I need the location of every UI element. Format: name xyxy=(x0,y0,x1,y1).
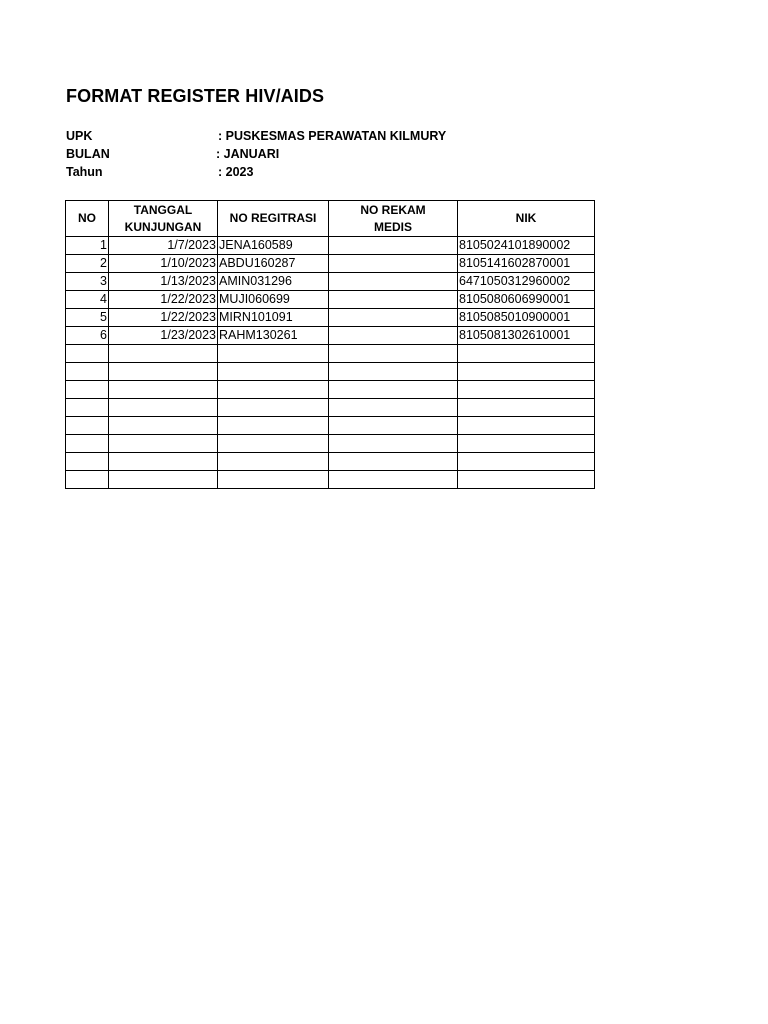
table-row xyxy=(66,255,595,273)
table-header-row xyxy=(66,201,595,237)
cell-registrasi: ABDU160287 xyxy=(218,255,329,273)
cell-no xyxy=(66,435,109,453)
cell-nik xyxy=(458,381,595,399)
info-label: BULAN xyxy=(66,147,110,161)
cell-registrasi: MUJI060699 xyxy=(218,291,329,309)
table-row xyxy=(66,399,595,417)
cell-registrasi xyxy=(218,345,329,363)
info-value: : PUSKESMAS PERAWATAN KILMURY xyxy=(218,129,447,143)
cell-nik xyxy=(458,417,595,435)
cell-nik xyxy=(458,435,595,453)
cell-tanggal xyxy=(109,399,218,417)
cell-nik xyxy=(458,363,595,381)
cell-tanggal: 1/22/2023 xyxy=(109,309,218,327)
header-tanggal-kunjungan xyxy=(109,201,218,237)
cell-nik: 8105081302610001 xyxy=(458,327,595,345)
table-row xyxy=(66,417,595,435)
cell-tanggal xyxy=(109,435,218,453)
cell-no xyxy=(66,471,109,489)
cell-rekam-medis xyxy=(329,399,458,417)
table-row xyxy=(66,273,595,291)
cell-tanggal xyxy=(109,453,218,471)
cell-tanggal xyxy=(109,345,218,363)
table-row xyxy=(66,363,595,381)
cell-registrasi: MIRN101091 xyxy=(218,309,329,327)
header-no-registrasi: NO REGITRASI xyxy=(218,201,329,237)
cell-tanggal: 1/13/2023 xyxy=(109,273,218,291)
cell-tanggal: 1/7/2023 xyxy=(109,237,218,255)
cell-registrasi: RAHM130261 xyxy=(218,327,329,345)
header-rekam-line1: NO REKAM xyxy=(360,202,426,217)
cell-registrasi xyxy=(218,417,329,435)
cell-no: 3 xyxy=(66,273,109,291)
cell-rekam-medis xyxy=(329,363,458,381)
cell-rekam-medis xyxy=(329,471,458,489)
cell-registrasi xyxy=(218,381,329,399)
cell-no: 5 xyxy=(66,309,109,327)
header-no: NO xyxy=(66,201,109,237)
cell-rekam-medis xyxy=(329,237,458,255)
header-tanggal-line1: TANGGAL xyxy=(133,202,193,217)
cell-registrasi xyxy=(218,399,329,417)
info-label: Tahun xyxy=(66,165,103,179)
document-title: FORMAT REGISTER HIV/AIDS xyxy=(66,86,325,106)
cell-no xyxy=(66,399,109,417)
cell-registrasi xyxy=(218,471,329,489)
info-value: : 2023 xyxy=(218,165,254,179)
cell-no: 6 xyxy=(66,327,109,345)
cell-nik: 8105024101890002 xyxy=(458,237,595,255)
table-row xyxy=(66,345,595,363)
cell-registrasi xyxy=(218,435,329,453)
cell-nik: 8105085010900001 xyxy=(458,309,595,327)
cell-tanggal: 1/10/2023 xyxy=(109,255,218,273)
cell-rekam-medis xyxy=(329,273,458,291)
cell-registrasi xyxy=(218,453,329,471)
cell-nik: 8105080606990001 xyxy=(458,291,595,309)
cell-no: 1 xyxy=(66,237,109,255)
cell-registrasi xyxy=(218,363,329,381)
cell-rekam-medis xyxy=(329,417,458,435)
cell-nik xyxy=(458,345,595,363)
cell-tanggal xyxy=(109,471,218,489)
cell-no: 4 xyxy=(66,291,109,309)
table-row xyxy=(66,327,595,345)
table-row xyxy=(66,453,595,471)
cell-tanggal xyxy=(109,381,218,399)
cell-nik xyxy=(458,399,595,417)
cell-no xyxy=(66,381,109,399)
cell-tanggal xyxy=(109,417,218,435)
cell-rekam-medis xyxy=(329,345,458,363)
cell-nik xyxy=(458,471,595,489)
table-row xyxy=(66,435,595,453)
table-row xyxy=(66,237,595,255)
cell-nik: 8105141602870001 xyxy=(458,255,595,273)
cell-registrasi: JENA160589 xyxy=(218,237,329,255)
cell-rekam-medis xyxy=(329,255,458,273)
cell-nik xyxy=(458,453,595,471)
cell-tanggal xyxy=(109,363,218,381)
register-table xyxy=(65,200,595,489)
cell-no: 2 xyxy=(66,255,109,273)
table-row xyxy=(66,291,595,309)
table-row xyxy=(66,381,595,399)
table-body xyxy=(66,237,595,489)
table-row xyxy=(66,471,595,489)
cell-rekam-medis xyxy=(329,309,458,327)
cell-tanggal: 1/22/2023 xyxy=(109,291,218,309)
header-no-rekam-medis xyxy=(329,201,458,237)
header-nik: NIK xyxy=(458,201,595,237)
info-label: UPK xyxy=(66,129,93,143)
cell-tanggal: 1/23/2023 xyxy=(109,327,218,345)
cell-rekam-medis xyxy=(329,327,458,345)
cell-no xyxy=(66,453,109,471)
cell-no xyxy=(66,363,109,381)
cell-rekam-medis xyxy=(329,453,458,471)
cell-rekam-medis xyxy=(329,381,458,399)
table-row xyxy=(66,309,595,327)
header-rekam-line2: MEDIS xyxy=(373,219,412,234)
cell-nik: 6471050312960002 xyxy=(458,273,595,291)
cell-no xyxy=(66,417,109,435)
cell-no xyxy=(66,345,109,363)
cell-rekam-medis xyxy=(329,435,458,453)
info-value: : JANUARI xyxy=(216,147,280,161)
cell-registrasi: AMIN031296 xyxy=(218,273,329,291)
header-tanggal-line2: KUNJUNGAN xyxy=(124,219,202,234)
cell-rekam-medis xyxy=(329,291,458,309)
